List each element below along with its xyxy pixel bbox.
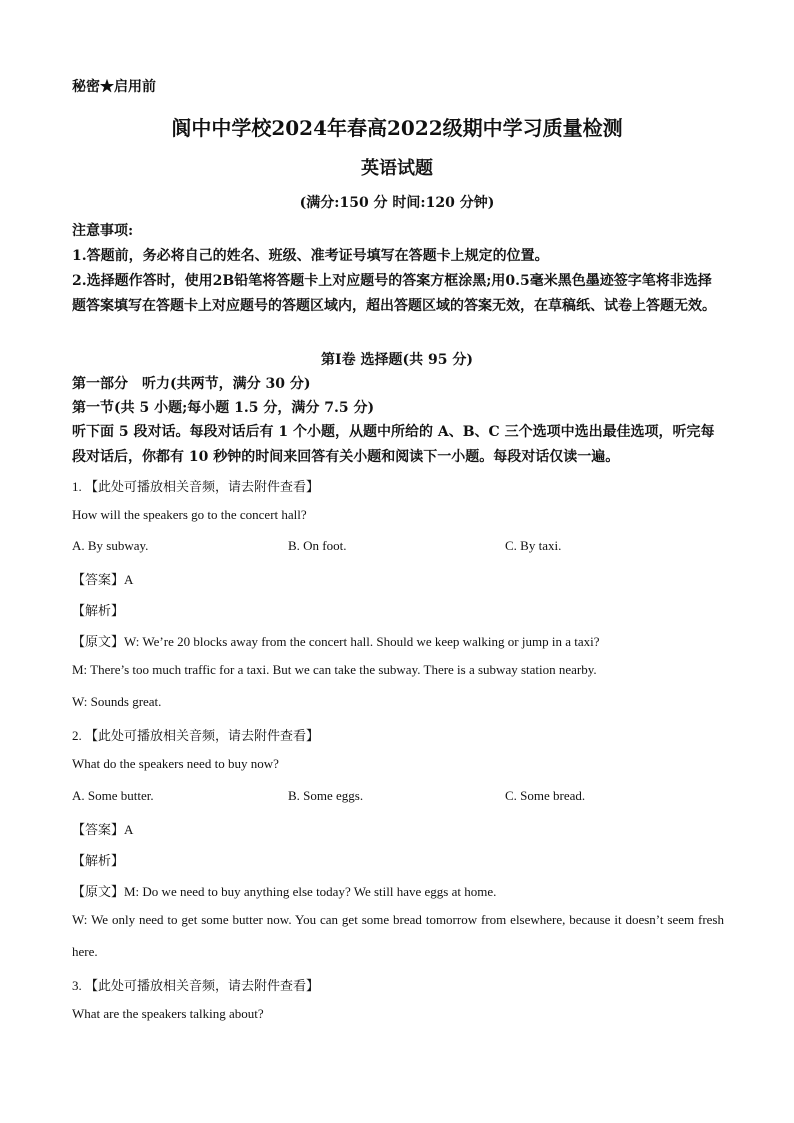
question-1-number: 1. 【此处可播放相关音频，请去附件查看】 xyxy=(72,479,320,494)
question-2-option-c: C. Some bread. xyxy=(505,788,586,803)
notes-heading: 注意事项: xyxy=(72,223,134,239)
secret-label: 秘密★启用前 xyxy=(72,79,156,95)
exam-meta: (满分:150 分 时间:120 分钟) xyxy=(299,195,495,211)
volume-heading: 第Ⅰ卷 选择题(共 95 分) xyxy=(321,352,473,368)
note-item-2: 2.选择题作答时，使用2B铅笔将答题卡上对应题号的答案方框涂黑;用0.5毫米黑色墨迹签字笔将非选择题答案填写在答题卡上对应题号的答题区域内，超出答题区域的答案无效，在草稿纸、试卷上答题无效。 xyxy=(72,273,716,314)
question-1-option-a: A. By subway. xyxy=(72,538,149,553)
exam-title: 阆中中学校2024年春高2022级期中学习质量检测 xyxy=(171,116,623,140)
question-3-text: What are the speakers talking about? xyxy=(72,1006,264,1021)
question-2-text: What do the speakers need to buy now? xyxy=(72,756,279,771)
question-1-answer: 【答案】A xyxy=(72,572,134,587)
question-2-option-b: B. Some eggs. xyxy=(288,788,364,803)
question-1-transcript-1: 【原文】W: We’re 20 blocks away from the concert hall. Should we keep walking or jump in a taxi? xyxy=(72,634,600,649)
section-heading: 第一节(共 5 小题;每小题 1.5 分，满分 7.5 分) xyxy=(72,400,375,416)
question-2-analysis: 【解析】 xyxy=(72,853,125,868)
question-2-answer: 【答案】A xyxy=(72,822,134,837)
question-2-number: 2. 【此处可播放相关音频，请去附件查看】 xyxy=(72,728,320,743)
question-1-transcript-3: W: Sounds great. xyxy=(72,694,162,709)
exam-subtitle: 英语试题 xyxy=(361,158,433,179)
question-1-text: How will the speakers go to the concert hall? xyxy=(72,507,307,522)
question-2-transcript-2: W: We only need to get some butter now. You can get some bread tomorrow from elsewhere, because it doesn’t seem fresh here. xyxy=(72,912,724,959)
question-2-transcript-1: 【原文】M: Do we need to buy anything else today? We still have eggs at home. xyxy=(72,884,497,899)
note-item-1: 1.答题前，务必将自己的姓名、班级、准考证号填写在答题卡上规定的位置。 xyxy=(72,248,549,264)
question-1-analysis: 【解析】 xyxy=(72,603,125,618)
question-3-number: 3. 【此处可播放相关音频，请去附件查看】 xyxy=(72,978,320,993)
question-1-option-b: B. On foot. xyxy=(288,538,347,553)
listening-instruction: 听下面 5 段对话。每段对话后有 1 个小题，从题中所给的 A、B、C 三个选项中选出最佳选项，听完每段对话后，你都有 10 秒钟的时间来回答有关小题和阅读下一小题。每段对话仅读一遍。 xyxy=(72,424,715,465)
part-heading: 第一部分 听力(共两节，满分 30 分) xyxy=(72,376,311,392)
question-2-option-a: A. Some butter. xyxy=(72,788,154,803)
question-1-option-c: C. By taxi. xyxy=(505,538,562,553)
question-1-transcript-2: M: There’s too much traffic for a taxi. But we can take the subway. There is a subway station nearby. xyxy=(72,662,597,677)
